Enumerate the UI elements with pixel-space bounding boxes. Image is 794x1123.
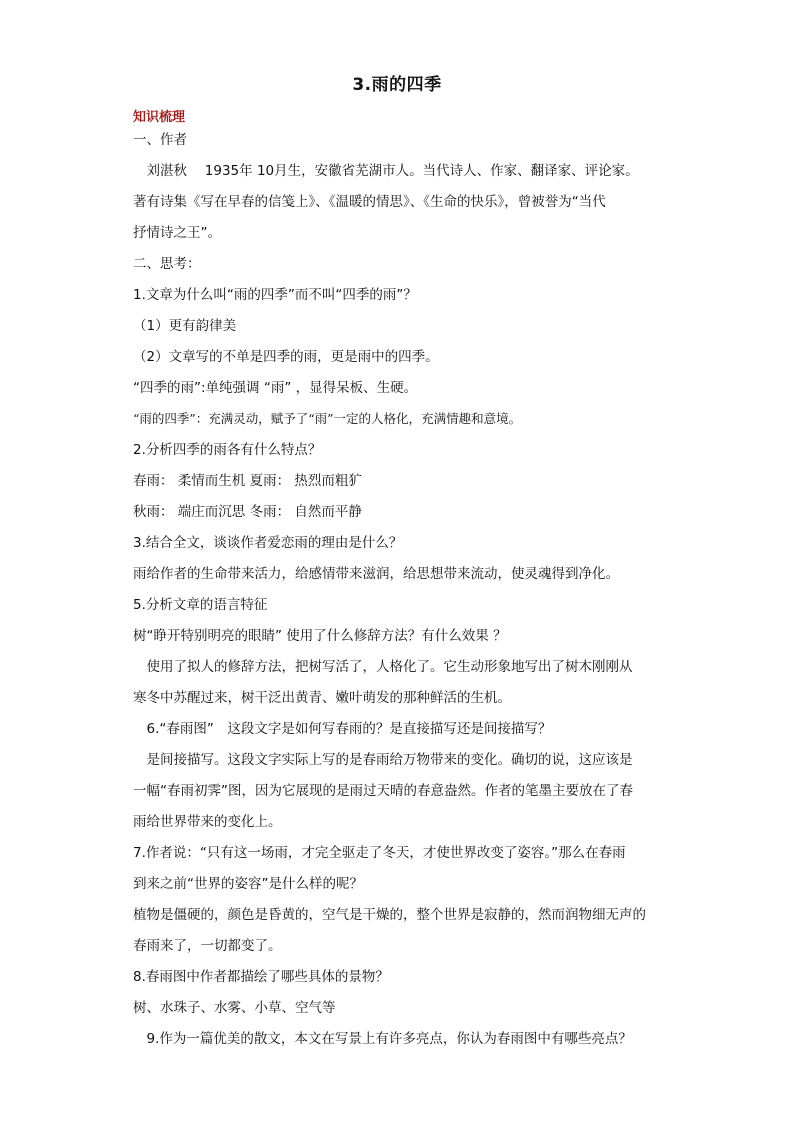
text-line: 雨给世界带来的变化上。 [133,814,282,830]
question-line: 树“睁开特别明亮的眼睛” 使用了什么修辞方法？有什么效果 ？ [133,628,507,644]
question-line: 8.春雨图中作者都描绘了哪些具体的景物？ [133,969,389,985]
text-line: 寒冬中苏醒过来，树干泛出黄青、嫩叶萌发的那种鲜活的生机。 [133,690,511,706]
text-line: 抒情诗之王”。 [133,225,221,241]
question-line: 9.作为一篇优美的散文，本文在写景上有许多亮点，你认为春雨图中有哪些亮点？ [133,1031,632,1047]
text-line: 春雨： 柔情而生机 夏雨： 热烈而粗犷 [133,473,362,489]
page-title: 3.雨的四季 [352,75,442,95]
text-line: 刘湛秋 1935年 10月生，安徽省芜湖市人。当代诗人、作家、翻译家、评论家。 [133,163,639,179]
text-line: “四季的雨”:单纯强调 “雨” ，显得呆板、生硬。 [133,380,418,396]
text-line: 树、水珠子、水雾、小草、空气等 [133,1000,336,1016]
text-line: 是间接描写。这段文字实际上写的是春雨给万物带来的变化。确切的说，这应该是 [133,752,633,768]
text-line: 秋雨： 端庄而沉思 冬雨： 自然而平静 [133,504,362,520]
question-line: 5.分析文章的语言特征 [133,597,268,613]
text-line: 二、思考： [133,256,201,272]
text-line: 植物是僵硬的，颜色是昏黄的，空气是干燥的，整个世界是寂静的，然而润物细无声的 [133,907,646,923]
text-line: 春雨来了，一切都变了。 [133,938,282,954]
text-line: 一幅“春雨初霁”图，因为它展现的是雨过天晴的春意盎然。作者的笔墨主要放在了春 [133,783,633,799]
text-line: 雨给作者的生命带来活力，给感情带来滋润，给思想带来流动，使灵魂得到净化。 [133,566,619,582]
section-heading: 知识梳理 [133,110,186,125]
text-line: （2）文章写的不单是四季的雨，更是雨中的四季。 [133,349,439,365]
text-line: “雨的四季”：充满灵动，赋予了“雨”一定的人格化，充满情趣和意境。 [133,411,522,426]
text-line: 著有诗集《写在早春的信笺上》、《温暖的情思》、《生命的快乐》，曾被誉为“当代 [133,194,606,210]
question-line: 1.文章为什么叫“雨的四季”而不叫“四季的雨”？ [133,287,417,303]
question-line: 6.“春雨图” 这段文字是如何写春雨的？是直接描写还是间接描写？ [133,721,552,737]
question-line: 2.分析四季的雨各有什么特点？ [133,442,322,458]
question-line: 到来之前“世界的姿容”是什么样的呢？ [133,876,363,892]
text-line: （1）更有韵律美 [133,318,237,334]
text-line: 使用了拟人的修辞方法，把树写活了，人格化了。它生动形象地写出了树木刚刚从 [133,659,633,675]
question-line: 7.作者说：“只有这一场雨，才完全驱走了冬天，才使世界改变了姿容。”那么在春雨 [133,845,626,861]
question-line: 3.结合全文，谈谈作者爱恋雨的理由是什么？ [133,535,403,551]
text-line: 一、作者 [133,132,187,148]
